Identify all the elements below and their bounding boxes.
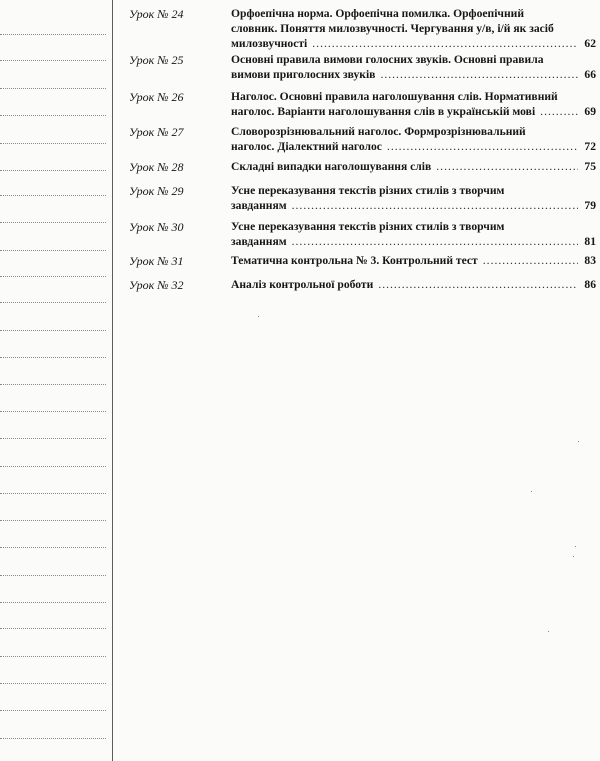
note-line [0, 34, 106, 35]
note-line [0, 357, 106, 358]
title-last-line: вимови приголосних звуків [231, 68, 376, 82]
note-line [0, 88, 106, 89]
lesson-number: Урок № 32 [129, 278, 184, 292]
margin-divider [112, 0, 113, 761]
lesson-title [231, 52, 596, 82]
title-line: Усне переказування текстів різних стилів з творчим [231, 184, 505, 197]
title-line: Орфоепічна норма. Орфоепічна помилка. Орфоепічний [231, 7, 524, 20]
note-line [0, 302, 106, 303]
title-last-line: завданням [231, 235, 287, 249]
dot-leader [540, 104, 578, 119]
margin-note-lines [0, 0, 106, 761]
lesson-title [231, 124, 596, 154]
lesson-title [231, 253, 596, 268]
lesson-title [231, 89, 596, 119]
title-line: Наголос. Основні правила наголошування слів. Нормативний [231, 90, 558, 103]
note-line [0, 438, 106, 439]
lesson-number: Урок № 25 [129, 53, 184, 67]
lesson-number: Урок № 26 [129, 90, 184, 104]
lesson-number: Урок № 24 [129, 7, 184, 21]
lesson-title [231, 219, 596, 249]
note-line [0, 710, 106, 711]
title-last-line: Тематична контрольна № 3. Контрольний тест [231, 254, 478, 267]
page-number: 86 [584, 278, 596, 291]
dot-leader [387, 139, 578, 154]
note-line [0, 575, 106, 576]
note-line [0, 493, 106, 494]
note-line [0, 683, 106, 684]
note-line [0, 195, 106, 196]
lesson-number: Урок № 27 [129, 125, 184, 139]
note-line [0, 143, 106, 144]
dot-leader [436, 159, 578, 174]
title-line: Усне переказування текстів різних стилів з творчим [231, 220, 505, 233]
title-line: Основні правила вимови голосних звуків. Основні правила [231, 53, 544, 66]
note-line [0, 384, 106, 385]
lesson-number: Урок № 30 [129, 220, 184, 234]
note-line [0, 466, 106, 467]
note-line [0, 115, 106, 116]
title-last-line: наголос. Діалектний наголос [231, 140, 382, 154]
note-line [0, 222, 106, 223]
title-last-line: милозвучності [231, 37, 308, 51]
page-number: 75 [584, 160, 596, 173]
note-line [0, 738, 106, 739]
title-last-line: завданням [231, 199, 287, 213]
note-line [0, 520, 106, 521]
title-line: Словорозрізнювальний наголос. Формрозрізнювальний [231, 125, 526, 138]
lesson-number: Урок № 28 [129, 160, 184, 174]
title-last-line: наголос. Варіанти наголошування слів в українській мові [231, 105, 536, 119]
lesson-title [231, 6, 596, 52]
note-line [0, 547, 106, 548]
dot-leader [380, 67, 578, 82]
title-last-line: Складні випадки наголошування слів [231, 160, 432, 173]
note-line [0, 411, 106, 412]
dot-leader [483, 253, 578, 268]
page-number: 81 [584, 235, 596, 249]
page-number: 72 [584, 140, 596, 154]
lesson-title [231, 277, 596, 292]
dot-leader [292, 198, 578, 213]
note-line [0, 170, 106, 171]
note-line [0, 250, 106, 251]
note-line [0, 330, 106, 331]
note-line [0, 628, 106, 629]
note-line [0, 60, 106, 61]
page-number: 79 [584, 199, 596, 213]
lesson-number: Урок № 29 [129, 184, 184, 198]
lesson-title [231, 159, 596, 174]
lesson-title [231, 183, 596, 213]
note-line [0, 602, 106, 603]
page-number: 66 [584, 68, 596, 82]
lesson-number: Урок № 31 [129, 254, 184, 268]
dot-leader [312, 36, 578, 51]
title-last-line: Аналіз контрольної роботи [231, 278, 374, 291]
dot-leader [292, 234, 578, 249]
dot-leader [378, 277, 578, 292]
page-number: 83 [584, 254, 596, 267]
note-line [0, 656, 106, 657]
note-line [0, 276, 106, 277]
title-line: словник. Поняття милозвучності. Чергування у/в, і/й як засіб [231, 22, 554, 36]
page-number: 62 [584, 37, 596, 51]
page-number: 69 [584, 105, 596, 119]
